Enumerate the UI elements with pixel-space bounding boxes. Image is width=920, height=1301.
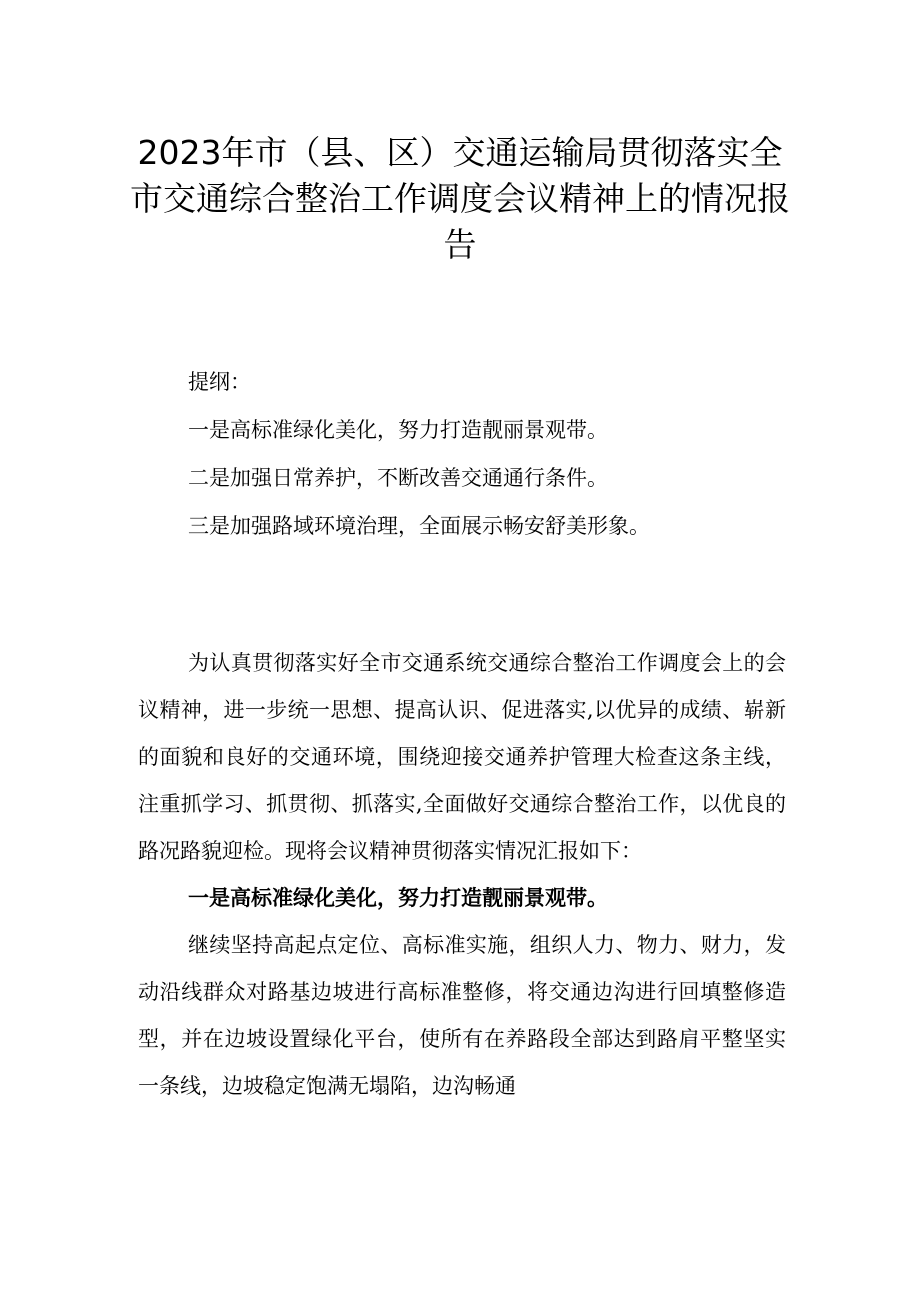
document-title xyxy=(130,130,790,268)
title-line-2: 市交通综合整治工作调度会议精神上的情况报告 xyxy=(130,179,790,264)
body-section xyxy=(138,640,786,1110)
outline-item-1: 一是高标准绿化美化，努力打造靓丽景观带。 xyxy=(188,418,608,442)
outline-item-3: 三是加强路域环境治理，全面展示畅安舒美形象。 xyxy=(188,514,650,538)
intro-paragraph: 为认真贯彻落实好全市交通系统交通综合整治工作调度会上的会议精神，进一步统一思想、提高认识、促进落实,以优异的成绩、崭新的面貌和良好的交通环境，围绕迎接交通养护管理大检查这条主线，注重抓学习、抓贯彻、抓落实,全面做好交通综合整治工作，以优良的路况路貌迎检。现将会议精神贯彻落实情况汇报如下： xyxy=(138,651,786,863)
outline-label: 提纲： xyxy=(188,370,251,394)
section-1-paragraph: 继续坚持高起点定位、高标准实施，组织人力、物力、财力，发动沿线群众对路基边坡进行高标准整修，将交通边沟进行回填整修造型，并在边坡设置绿化平台，使所有在养路段全部达到路肩平整坚实一条线，边坡稳定饱满无塌陷，边沟畅通 xyxy=(138,933,786,1098)
outline-section xyxy=(188,358,828,550)
title-line-1: 2023年市（县、区）交通运输局贯彻落实全 xyxy=(137,133,783,172)
outline-item-2: 二是加强日常养护，不断改善交通通行条件。 xyxy=(188,466,608,490)
section-1-heading: 一是高标准绿化美化，努力打造靓丽景观带。 xyxy=(188,886,608,910)
